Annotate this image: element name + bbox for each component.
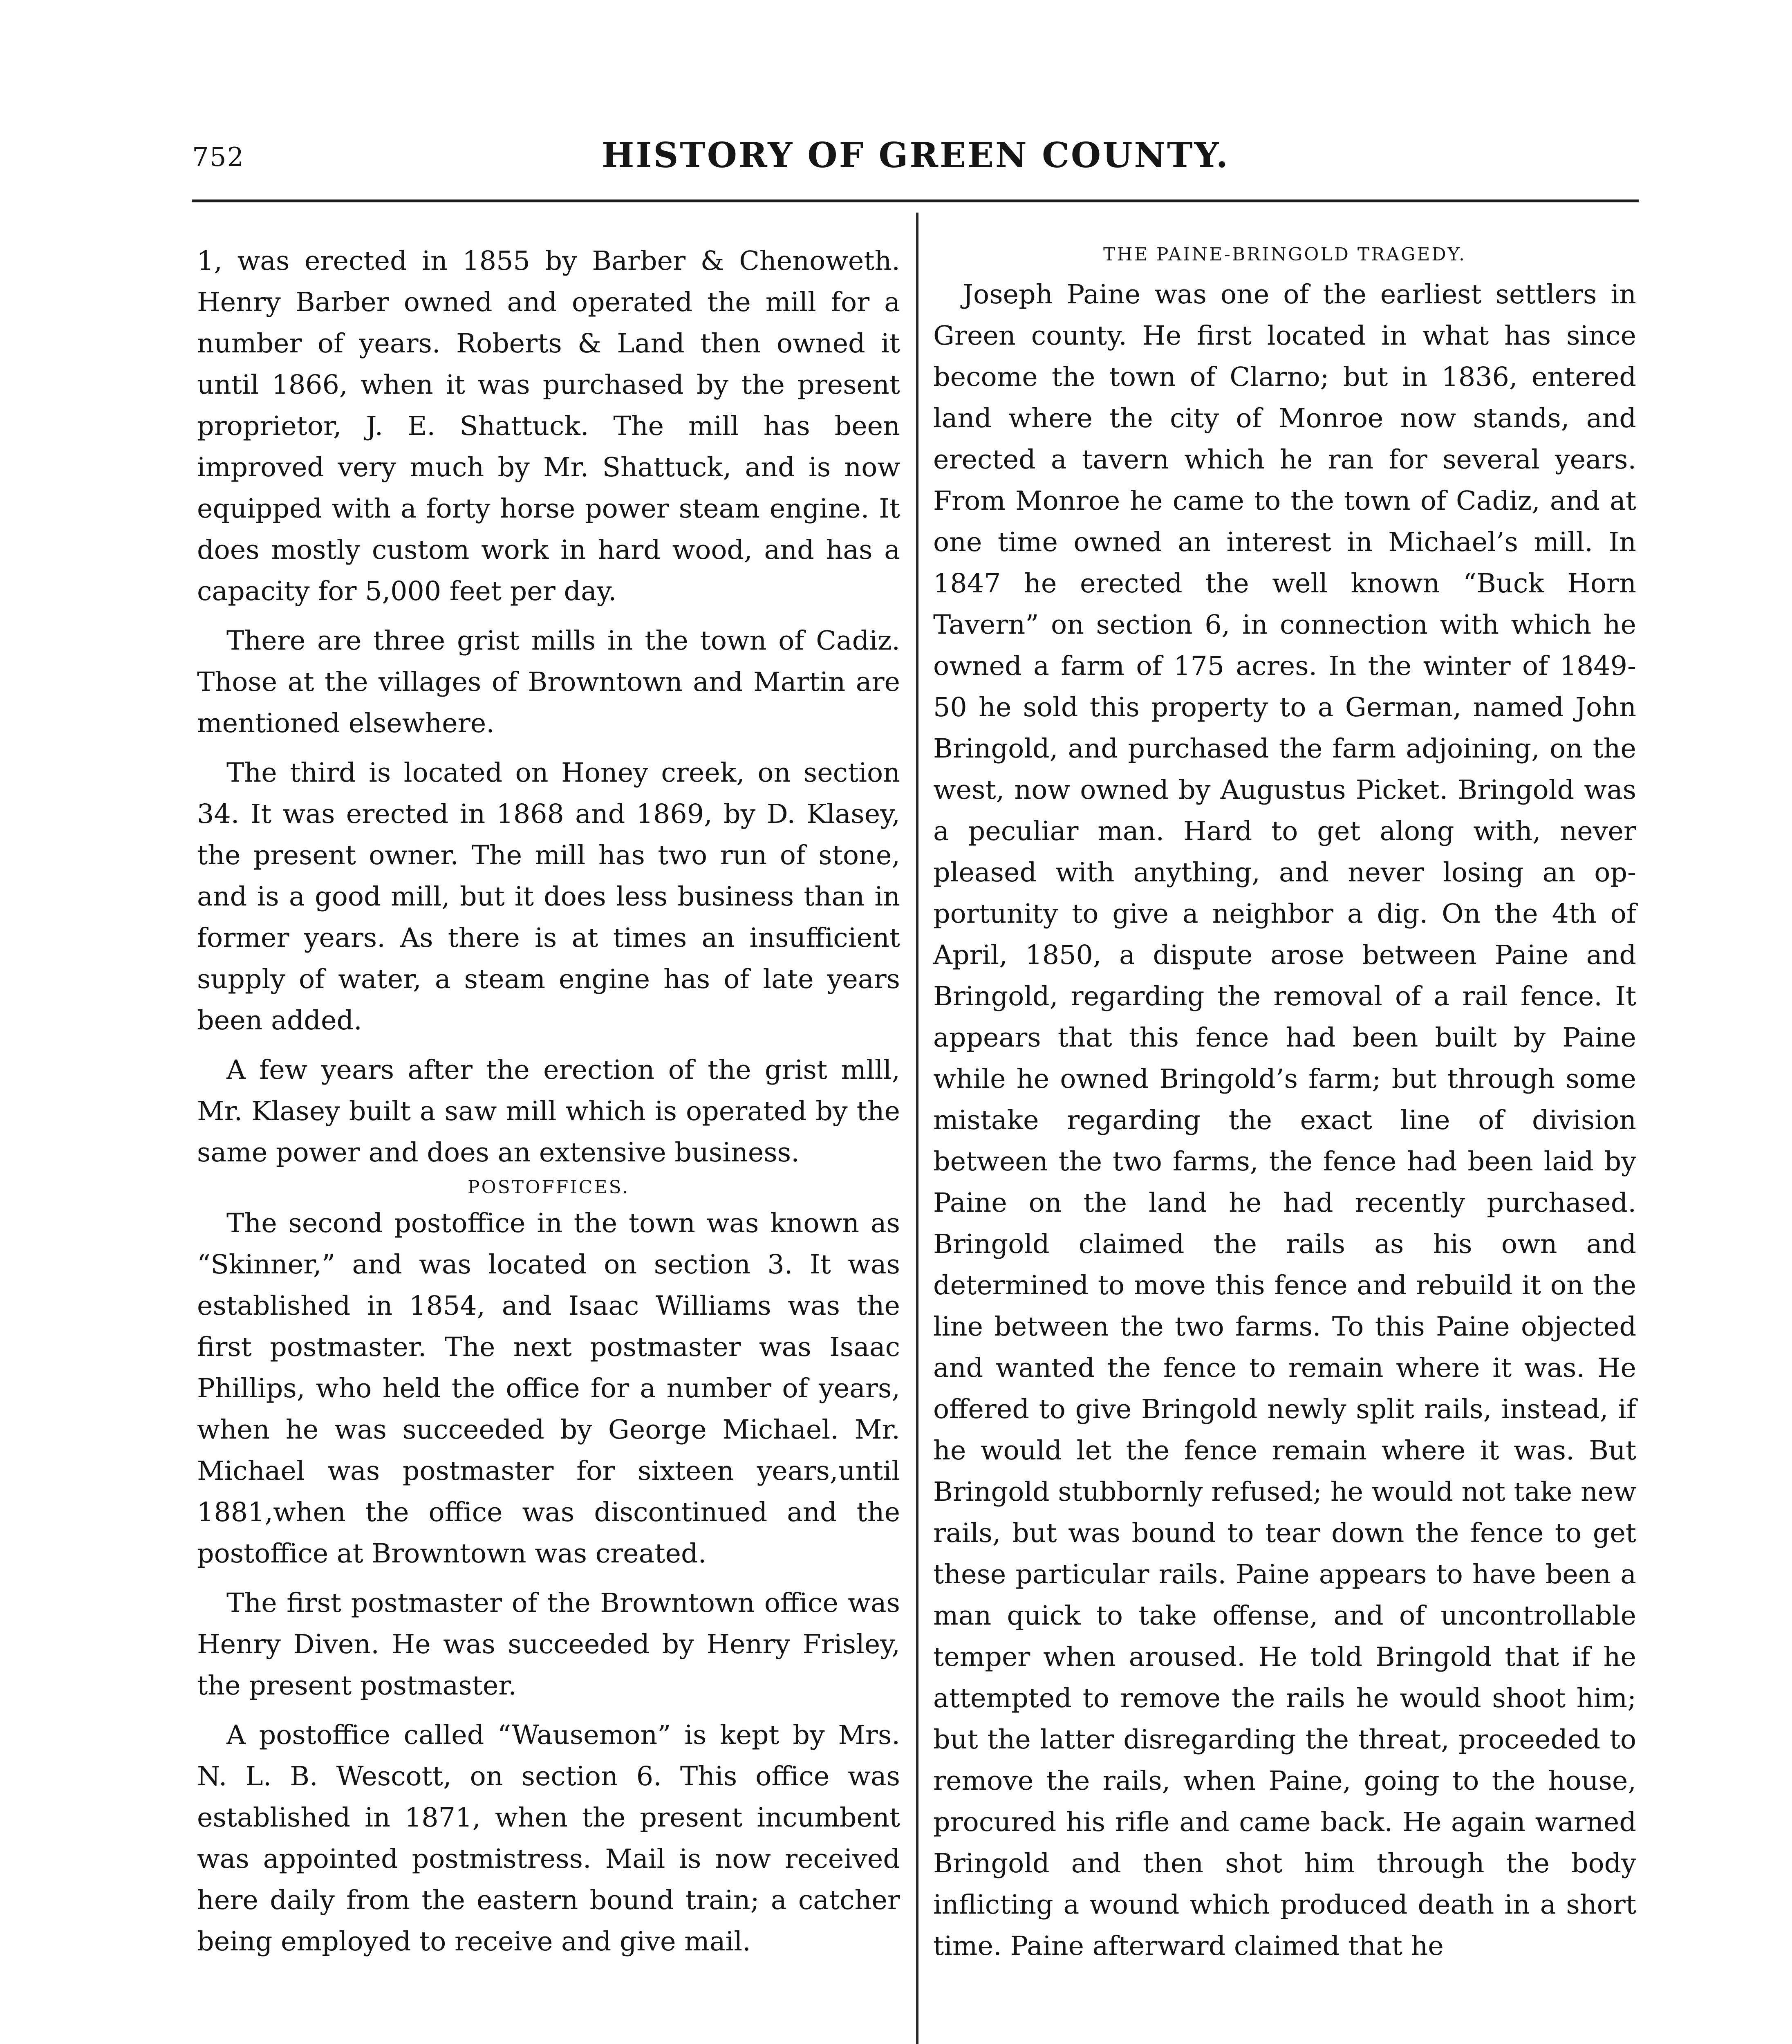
- paragraph-honey-creek-mill: The third is located on Honey creek, on section 34. It was erected in 1868 and 1869, by D. Klasey, the present owner. The mill has two run of stone, and is a good mill, but it does less business than in former years. As there is at times an insufficient supply of water, a steam engine has of late years been added.: [197, 758, 900, 1036]
- paragraph-klasey-saw-mill: A few years after the erection of the grist mlll, Mr. Klasey built a saw mill which is operated by the same power and does an extensive business.: [197, 1055, 900, 1168]
- section-heading-postoffices: POSTOFFICES.: [467, 1177, 630, 1198]
- paragraph-grist-mills: There are three grist mills in the town of Cadiz. Those at the villages of Browntown and Martin are mentioned elsewhere.: [197, 625, 900, 739]
- header-rule: [192, 199, 1639, 202]
- page-title: HISTORY OF GREEN COUNTY.: [601, 135, 1230, 175]
- section-heading-paine-bringold: THE PAINE-BRINGOLD TRAGEDY.: [1103, 244, 1467, 265]
- running-head: [192, 135, 1639, 184]
- paragraph-paine-bringold-tragedy: Joseph Paine was one of the earliest settlers in Green county. He first located in what has since become the town of Clarno; but in 1836, entered land where the city of Monroe now stands, and erected a tavern which he ran for several years. From Monroe he came to the town of Cadiz, and at one time owned an interest in Michael’s mill. In 1847 he erected the well known “Buck Horn Tavern” on section 6, in connection with which he owned a farm of 175 acres. In the winter of 1849-50 he sold this property to a German, named John Bringold, and purchased the farm adjoining, on the west, now owned by Augustus Picket. Bringold was a peculiar man. Hard to get along with, never pleased with anything, and never losing an opportunity to give a neighbor a dig. On the 4th of April, 1850, a dispute arose between Paine and Bringold, regarding the removal of a rail fence. It appears that this fence had been built by Paine while he owned Bringold’s farm; but through some mistake regarding the exact line of division between the two farms, the fence had been laid by Paine on the land he had recently purchased. Bringold claimed the rails as his own and determined to move this fence and rebuild it on the line between the two farms. To this Paine objected and wanted the fence to remain where it was. He offered to give Bringold newly split rails, instead, if he would let the fence remain where it was. But Bringold stubbornly refused; he would not take new rails, but was bound to tear down the fence to get these particular rails. Paine appears to have been a man quick to take offense, and of uncontrollable temper when aroused. He told Bringold that if he attempted to remove the rails he would shoot him; but the latter disregarding the threat, proceeded to remove the rails, when Paine, going to the house, procured his rifle and came back. He again warned Bringold and then shot him through the body inflicting a wound which produced death in a short time. Paine afterward claimed that he: [933, 279, 1636, 1961]
- page-number: 752: [192, 142, 245, 173]
- left-column: [197, 240, 900, 1970]
- paragraph-browntown-postoffice: The first postmaster of the Browntown office was Henry Diven. He was succeeded by Henry Frisley, the present postmaster.: [197, 1588, 900, 1701]
- right-column: [933, 240, 1636, 1975]
- column-divider: [916, 213, 918, 2044]
- paragraph-wausemon-postoffice: A postoffice called “Wausemon” is kept by Mrs. N. L. B. Wescott, on section 6. This office was established in 1871, when the present incumbent was appointed postmistress. Mail is now received here daily from the eastern bound train; a catcher being employed to receive and give mail.: [197, 1720, 900, 1957]
- paragraph-skinner-postoffice: The second postoffice in the town was known as “Skinner,” and was located on section 3. It was established in 1854, and Isaac Williams was the first postmaster. The next postmaster was Isaac Phillips, who held the office for a number of years, when he was succeeded by George Michael. Mr. Michael was postmaster for sixteen years,until 1881,when the office was discontinued and the postoffice at Browntown was created.: [197, 1208, 900, 1569]
- paragraph-saw-mill: 1, was erected in 1855 by Barber & Chenoweth. Henry Barber owned and operated the mill for a number of years. Roberts & Land then owned it until 1866, when it was purchased by the present proprietor, J. E. Shattuck. The mill has been improved very much by Mr. Shattuck, and is now equipped with a forty horse power steam engine. It does mostly custom work in hard wood, and has a capacity for 5,000 feet per day.: [197, 246, 900, 607]
